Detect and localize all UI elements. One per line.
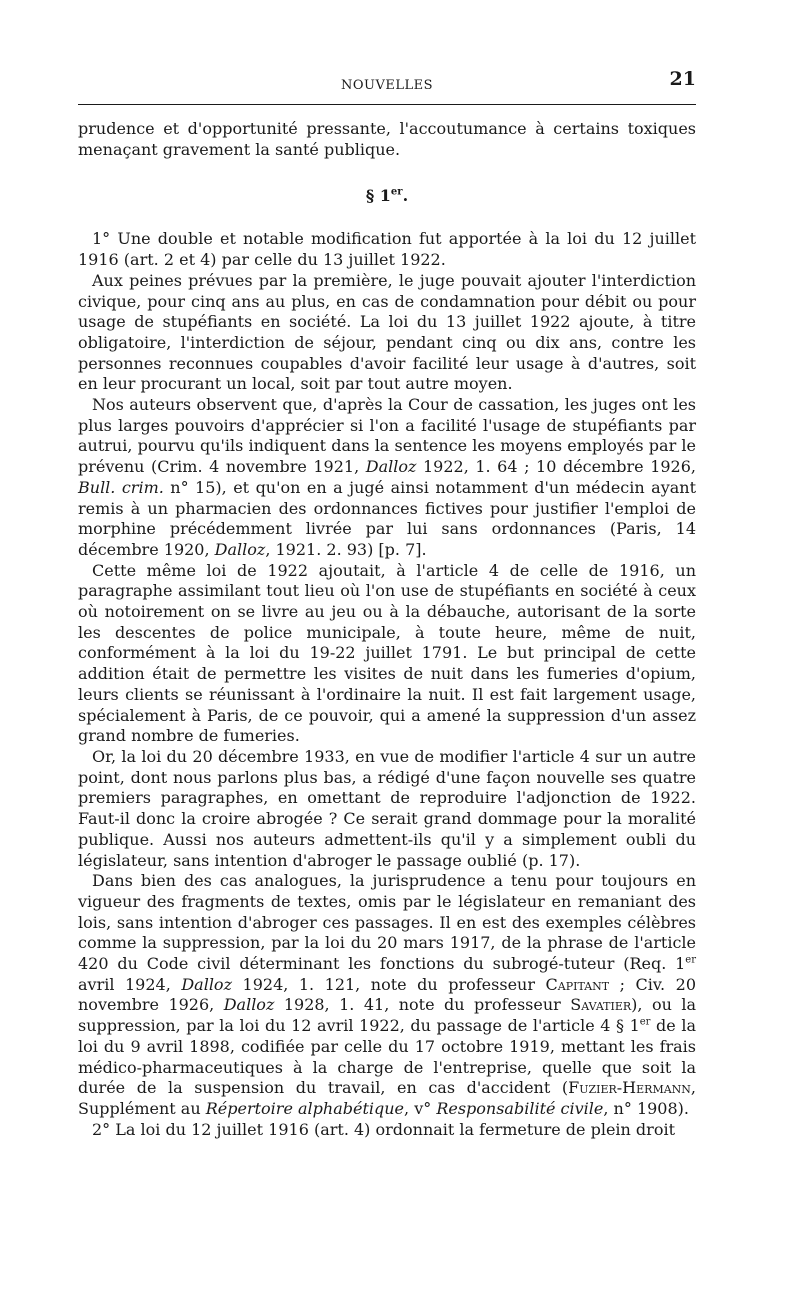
- p3-citation: Bull. crim.: [78, 477, 164, 497]
- header-rule: [78, 104, 696, 105]
- p6-text: 1928, 1. 41, note du professeur: [274, 995, 571, 1015]
- p3-text: Nos auteurs observent que, d'après la Cour de cassation, les juges ont les plus larges pouvoirs d'apprécier si l'on a facilité l'usage de stupéfiants par autrui, pourvu qu'ils indiquent dans la sentence les moyens employés par le prévenu (Crim. 4 novembre 1921,: [78, 395, 696, 477]
- p6-author: Capitant: [545, 974, 610, 994]
- section-mark-sup: er: [390, 187, 403, 199]
- p3-text: , 1921. 2. 93) [p. 7].: [265, 539, 427, 559]
- page-header: [78, 66, 696, 102]
- paragraph-1: 1° Une double et notable modification fut apportée à la loi du 12 juillet 1916 (art. 2 et 4) par celle du 13 juillet 1922.: [78, 229, 696, 270]
- paragraph-3: [78, 395, 696, 561]
- p6-text: Dans bien des cas analogues, la jurisprudence a tenu pour toujours en vigueur des fragments de textes, omis par le législateur en remaniant des lois, sans intention d'abroger ces passages. Il en est des exemples célèbres comme la suppression, par la loi du 20 mars 1917, de la phrase de l'article 420 du Code civil déterminant les fonctions du subrogé-tuteur (Req. 1: [78, 871, 696, 974]
- p6-citation: Répertoire alphabétique: [205, 1098, 405, 1118]
- section-heading: [78, 186, 696, 205]
- p6-text: 1924, 1. 121, note du professeur: [232, 974, 546, 994]
- p6-text: ), ou la suppression, par la loi du 12 avril 1922, du passage de l'article 4 § 1: [78, 995, 696, 1036]
- section-mark-tail: .: [402, 186, 409, 206]
- p3-text: 1922, 1. 64 ; 10 décembre 1926,: [416, 457, 696, 477]
- page-number: 21: [669, 68, 696, 90]
- p6-text: , n° 1908).: [603, 1098, 689, 1118]
- p6-citation: Responsabilité civile: [436, 1098, 604, 1118]
- running-title: NOUVELLES: [340, 78, 434, 93]
- section-mark-text: § 1: [365, 186, 391, 206]
- page: [78, 66, 696, 1140]
- p6-sup: er: [639, 1016, 651, 1028]
- p6-text: ; Civ. 20 novembre 1926,: [78, 974, 697, 1015]
- p6-text: , Supplément au: [78, 1078, 696, 1118]
- paragraph-7: 2° La loi du 12 juillet 1916 (art. 4) ordonnait la fermeture de plein droit: [92, 1119, 675, 1139]
- paragraph-2: Aux peines prévues par la première, le juge pouvait ajouter l'interdiction civique, pour cinq ans au plus, en cas de condamnation pour débit ou pour usage de stupéfiants en société. La loi du 13 juillet 1922 ajoute, à titre obligatoire, l'interdiction de séjour, pendant cinq ou dix ans, contre les personnes reconnues coupables d'avoir facilité leur usage à d'autres, soit en leur procurant un local, soit par tout autre moyen.: [78, 270, 696, 394]
- p6-citation: Dalloz: [181, 974, 232, 994]
- p6-sup: er: [685, 954, 696, 966]
- p6-author: Savatier: [570, 995, 632, 1015]
- p6-text: de la loi du 9 avril 1898, codifiée par celle du 17 octobre 1919, mettant les frais médico-pharmaceutiques à la charge de l'entreprise, quelle que soit la durée de la suspension du travail, en cas d'accident (: [78, 1016, 696, 1098]
- p6-text: avril 1924,: [78, 974, 182, 994]
- p3-text: n° 15), et qu'on en a jugé ainsi notamment d'un médecin ayant remis à un pharmacien des ordonnances fictives pour justifier l'emploi de morphine précédemment livrée par lui sans ordonnances (Paris, 14 décembre 1920,: [78, 477, 696, 559]
- paragraph-4: Cette même loi de 1922 ajoutait, à l'article 4 de celle de 1916, un paragraphe assimilant tout lieu où l'on use de stupéfiants en société à ceux où notoirement on se livre au jeu ou à la débauche, autorisant de la sorte les descentes de police municipale, à toute heure, même de nuit, conformément à la loi du 19-22 juillet 1791. Le but principal de cette addition était de permettre les visites de nuit dans les fumeries d'opium, leurs clients se réunissant à l'ordinaire la nuit. Il est fait largement usage, spécialement à Paris, de ce pouvoir, qui a amené la suppression d'un assez grand nombre de fumeries.: [78, 560, 696, 746]
- paragraph-6: [78, 871, 696, 1119]
- p3-citation: Dalloz: [214, 539, 266, 559]
- p6-citation: Dalloz: [223, 995, 275, 1015]
- p6-text: , v°: [404, 1098, 437, 1118]
- p3-citation: Dalloz: [365, 457, 417, 477]
- paragraph-continued: prudence et d'opportunité pressante, l'accoutumance à certains toxiques menaçant gravement la santé publique.: [78, 119, 696, 159]
- paragraph-5: Or, la loi du 20 décembre 1933, en vue de modifier l'article 4 sur un autre point, dont nous parlons plus bas, a rédigé d'une façon nouvelle ses quatre premiers paragraphes, en omettant de reproduire l'adjonction de 1922. Faut-il donc la croire abrogée ? Ce serait grand dommage pour la moralité publique. Aussi nos auteurs admettent-ils qu'il y a simplement oubli du législateur, sans intention d'abroger le passage oublié (p. 17).: [78, 746, 696, 870]
- p6-author: Fuzier-Hermann: [568, 1078, 691, 1098]
